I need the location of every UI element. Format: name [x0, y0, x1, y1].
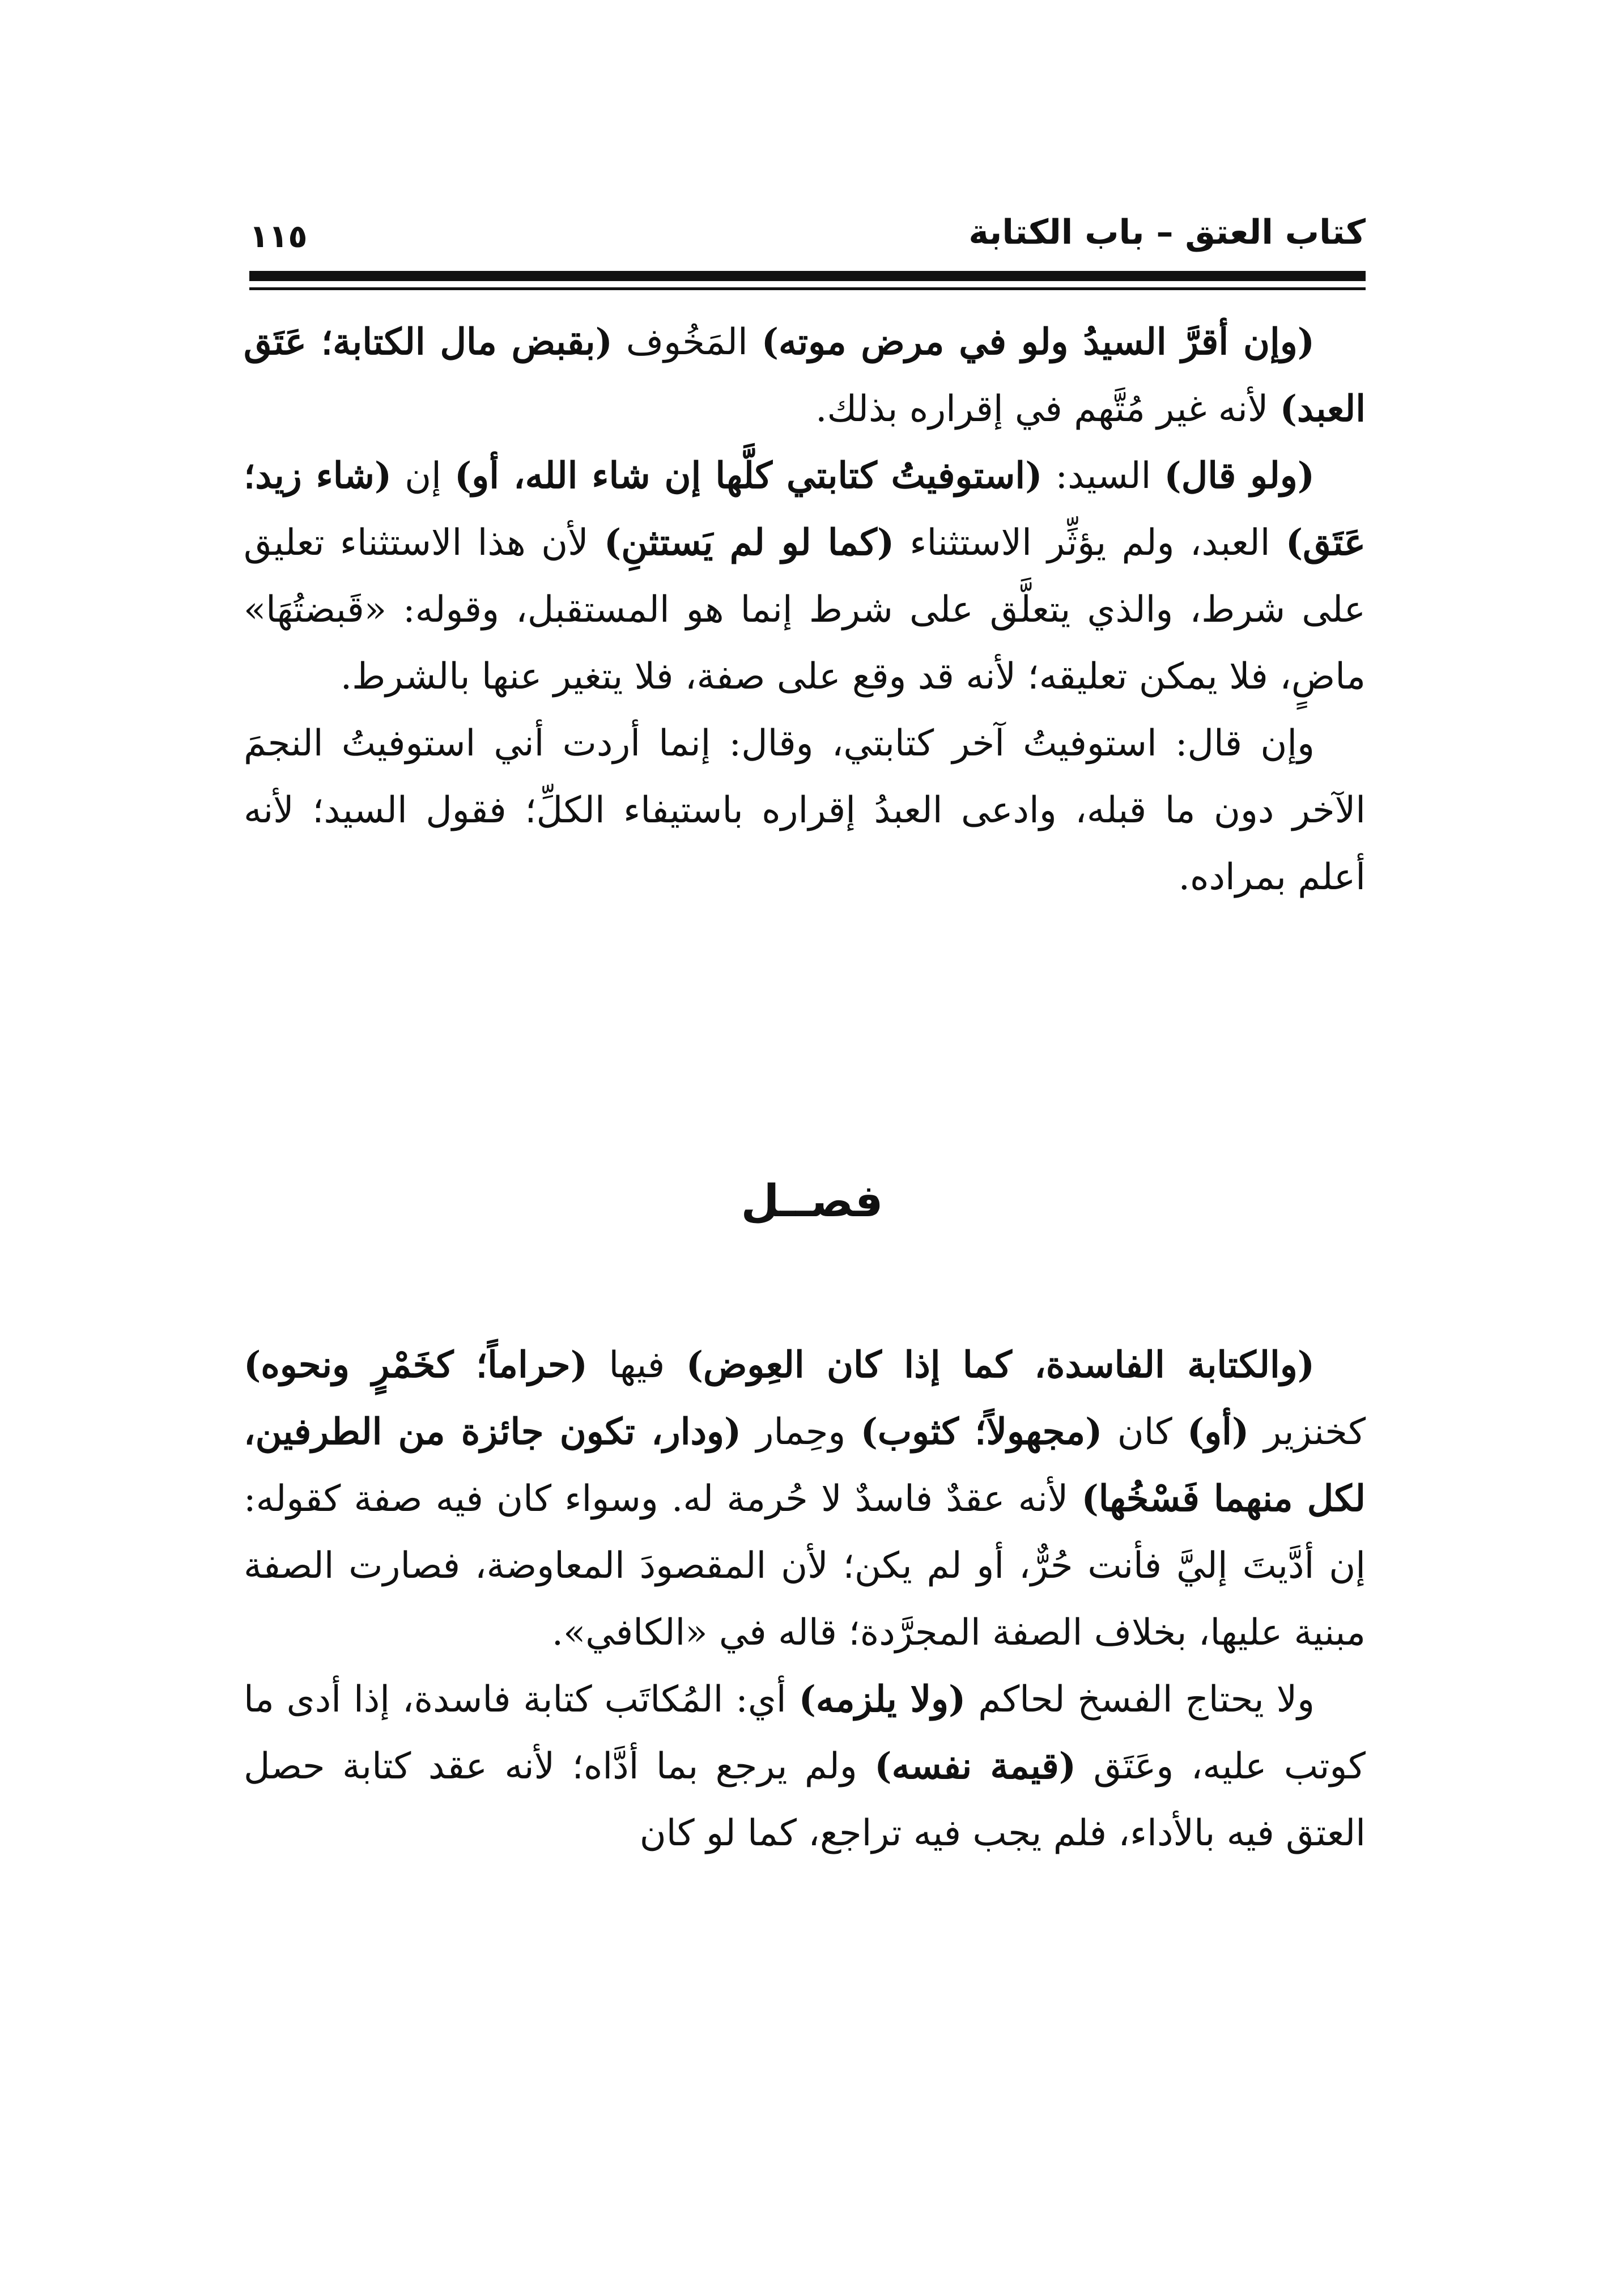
- running-title: كتاب العتق – باب الكتابة: [968, 213, 1366, 252]
- page-header: [249, 210, 1366, 261]
- sharh-text: لأنه عقدٌ فاسدٌ لا حُرمة له. وسواء كان فيه صفة كقوله: إن أدَّيتَ إليَّ فأنت حُرٌّ، أو لم يكن؛ لأن المقصودَ المعاوضة، فصارت الصفة مبنية عليها، بخلاف الصفة المجرَّدة؛ قاله في «الكافي».: [244, 1478, 1366, 1654]
- sharh-text: المَخُوف: [612, 321, 762, 363]
- sharh-text: ولا يحتاج الفسخ لحاكم: [966, 1679, 1315, 1721]
- sharh-text: فيها: [587, 1344, 686, 1386]
- matn-text: (مجهولاً؛ كثوب): [860, 1411, 1103, 1453]
- matn-text: (قيمة نفسه): [874, 1745, 1077, 1787]
- matn-text: (ولا يلزمه): [798, 1678, 966, 1721]
- sharh-text: وحِمار: [741, 1411, 861, 1453]
- sharh-text: لأن هذا الاستثناء تعليق على شرط، والذي يتعلَّق على شرط إنما هو المستقبل، وقوله: «قَبضتُهَا» ماضٍ، فلا يمكن تعليقه؛ لأنه قد وقع على صفة، فلا يتغير عنها بالشرط.: [244, 522, 1366, 698]
- sharh-text: كخنزير: [1249, 1411, 1366, 1453]
- sharh-text: أي: المُكاتَب كتابة فاسدة، إذا أدى ما كوتب عليه، وعَتَق: [244, 1679, 1366, 1787]
- paragraph: [244, 1666, 1366, 1867]
- sharh-text: إن: [392, 455, 454, 497]
- matn-text: (كما لو لم يَستثنِ): [603, 521, 895, 564]
- matn-text: (ولو قال): [1164, 455, 1315, 497]
- section-1-text: [244, 309, 1366, 911]
- sharh-text: لأنه غير مُتَّهم في إقراره بذلك.: [815, 388, 1280, 430]
- matn-text: (أو): [1187, 1411, 1249, 1453]
- sharh-text: ولم يرجع بما أدَّاه؛ لأنه عقد كتابة حصل العتق فيه بالأداء، فلم يجب فيه تراجع، كما لو كان: [244, 1746, 1366, 1854]
- paragraph: [244, 1332, 1366, 1666]
- paragraph: [244, 309, 1366, 443]
- matn-text: (استوفيتُ كتابتي كلَّها إن شاء الله، أو): [454, 455, 1043, 497]
- section-2-text: [244, 1332, 1366, 1867]
- matn-text: (حراماً؛ كخَمْرٍ ونحوه): [244, 1344, 588, 1386]
- page-number: ١١٥: [249, 218, 308, 255]
- matn-text: (بقبض مال الكتابة؛ عَتَق العبد): [244, 321, 1366, 430]
- sharh-text: كان: [1102, 1411, 1187, 1453]
- paragraph: وإن قال: استوفيتُ آخر كتابتي، وقال: إنما أردت أني استوفيتُ النجمَ الآخر دون ما قبله، وادعى العبدُ إقراره باستيفاء الكلِّ؛ فقول السيد؛ لأنه أعلم بمراده.: [244, 723, 1366, 898]
- section-heading: فصــل: [741, 1176, 883, 1227]
- header-rule-thin: [249, 287, 1366, 290]
- sharh-text: السيد:: [1042, 455, 1164, 497]
- matn-text: (وإن أقرَّ السيدُ ولو في مرض موته): [761, 321, 1315, 363]
- header-rule-thick: [249, 271, 1366, 281]
- matn-text: (ودار، تكون جائزة من الطرفين، لكل منهما فَسْخُها): [244, 1411, 1366, 1520]
- paragraph: [244, 443, 1366, 710]
- matn-text: (والكتابة الفاسدة، كما إذا كان العِوض): [686, 1344, 1315, 1386]
- matn-text: (شاء زيد؛ عَتَق): [244, 455, 1366, 564]
- sharh-text: العبد، ولم يؤثِّر الاستثناء: [894, 522, 1286, 564]
